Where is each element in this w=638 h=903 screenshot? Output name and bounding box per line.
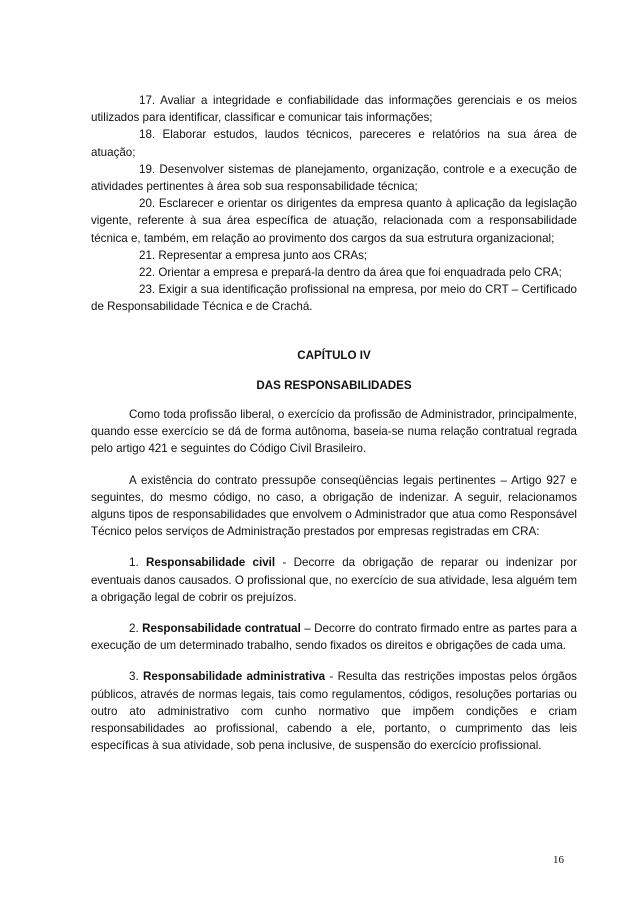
responsibility-term: Responsabilidade administrativa — [142, 670, 326, 684]
page-body — [91, 92, 577, 755]
responsibility-item — [91, 620, 577, 654]
responsibility-text: - Decorre da obrigação de reparar ou indenizar por eventuais danos causados. O profissional que, no exercício de sua atividade, lesa alguém tem a obrigação legal de cobrir os prejuízos. — [91, 556, 577, 604]
responsibility-text: - Resulta das restrições impostas pelos órgãos públicos, através de normas legais, tais como regulamentos, códigos, resoluções portarias ou outro ato administrativo com cunho normativo que impõem condições e criam responsabilidades ao profissional, cabendo a ele, portanto, o cumprimento das leis específicas à sua atividade, sob pena inclusive, de suspensão do exercício profissional. — [91, 670, 577, 753]
responsibility-item — [91, 668, 577, 754]
body-paragraph: Como toda profissão liberal, o exercício da profissão de Administrador, principalmente, quando esse exercício se dá de forma autônoma, baseia-se numa relação contratual regrada pelo artigo 421 e seguintes do Código Civil Brasileiro. — [91, 408, 577, 456]
list-item: 22. Orientar a empresa e prepará-la dentro da área que foi enquadrada pelo CRA; — [139, 266, 562, 280]
responsibility-term: Responsabilidade contratual — [142, 622, 301, 636]
list-item: 23. Exigir a sua identificação profissional na empresa, por meio do CRT – Certificado de Responsabilidade Técnica e de Crachá. — [91, 283, 577, 314]
page-number: 16 — [553, 854, 564, 866]
body-paragraph: A existência do contrato pressupõe conseqüências legais pertinentes – Artigo 927 e seguintes, do mesmo código, no caso, a obrigação de indenizar. A seguir, relacionamos alguns tipos de responsabilidades que envolvem o Administrador que atua como Responsável Técnico pelos serviços de Administração prestados por empresas registradas em CRA: — [91, 473, 577, 539]
list-item: 20. Esclarecer e orientar os dirigentes da empresa quanto à aplicação da legislação vigente, referente à sua área específica de atuação, relacionada com a responsabilidade técnica e, também, em relação ao provimento dos cargos da sua estrutura organizacional; — [91, 197, 577, 245]
responsibility-text: – Decorre do contrato firmado entre as partes para a execução de um determinado trabalho, sendo fixados os direitos e obrigações de cada uma. — [91, 622, 577, 653]
chapter-subtitle: DAS RESPONSABILIDADES — [256, 378, 412, 392]
responsibility-number: 3. — [129, 670, 139, 684]
list-item: 19. Desenvolver sistemas de planejamento, organização, controle e a execução de atividades pertinentes à área sob sua responsabilidade técnica; — [91, 162, 577, 194]
chapter-title: CAPÍTULO IV — [297, 348, 371, 362]
list-item: 21. Representar a empresa junto aos CRAs; — [139, 248, 368, 262]
list-item: 17. Avaliar a integridade e confiabilidade das informações gerenciais e os meios utilizados para identificar, classificar e comunicar tais informações; — [91, 94, 577, 125]
responsibility-term: Responsabilidade civil — [146, 556, 276, 570]
list-item: 18. Elaborar estudos, laudos técnicos, pareceres e relatórios na sua área de atuação; — [91, 128, 577, 159]
responsibility-item — [91, 554, 577, 606]
responsibility-number: 1. — [129, 556, 139, 570]
responsibility-number: 2. — [129, 622, 139, 636]
